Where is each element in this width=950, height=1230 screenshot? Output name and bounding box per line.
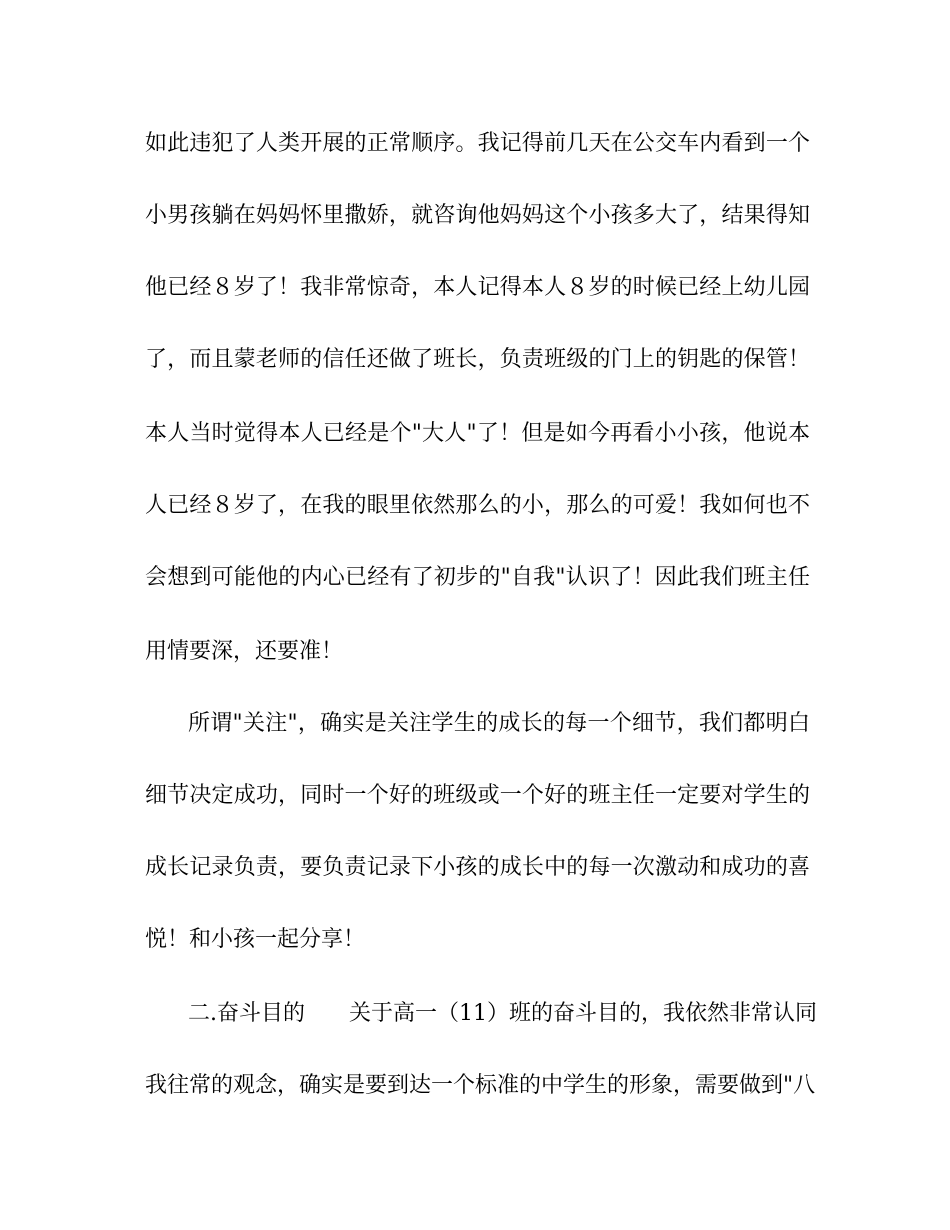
text-line-5: 本人当时觉得本人已经是个"大人"了！但是如今再看小小孩，他说本 xyxy=(145,421,810,446)
text-line-2: 小男孩躺在妈妈怀里撒娇，就咨询他妈妈这个小孩多大了，结果得知 xyxy=(145,203,810,228)
text-line-12: 悦！和小孩一起分享！ xyxy=(145,927,366,952)
text-line-6: 人已经８岁了，在我的眼里依然那么的小，那么的可爱！我如何也不 xyxy=(145,493,810,518)
text-line-7: 会想到可能他的内心已经有了初步的"自我"认识了！因此我们班主任 xyxy=(145,565,810,590)
text-line-11: 成长记录负责，要负责记录下小孩的成长中的每一次激动和成功的喜 xyxy=(145,855,810,880)
text-line-10: 细节决定成功，同时一个好的班级或一个好的班主任一定要对学生的 xyxy=(145,783,810,808)
text-line-1: 如此违犯了人类开展的正常顺序。我记得前几天在公交车内看到一个 xyxy=(145,131,810,156)
text-line-13: 二.奋斗目的 关于高一（11）班的奋斗目的，我依然非常认同 xyxy=(188,1001,817,1026)
text-line-3: 他已经８岁了！我非常惊奇，本人记得本人８岁的时候已经上幼儿园 xyxy=(145,275,810,300)
text-line-9: 所谓"关注"，确实是关注学生的成长的每一个细节，我们都明白 xyxy=(188,711,810,736)
text-line-8: 用情要深，还要准！ xyxy=(145,639,344,664)
text-line-14: 我往常的观念，确实是要到达一个标准的中学生的形象，需要做到"八 xyxy=(145,1073,816,1098)
text-line-4: 了，而且蒙老师的信任还做了班长，负责班级的门上的钥匙的保管！ xyxy=(145,347,810,372)
